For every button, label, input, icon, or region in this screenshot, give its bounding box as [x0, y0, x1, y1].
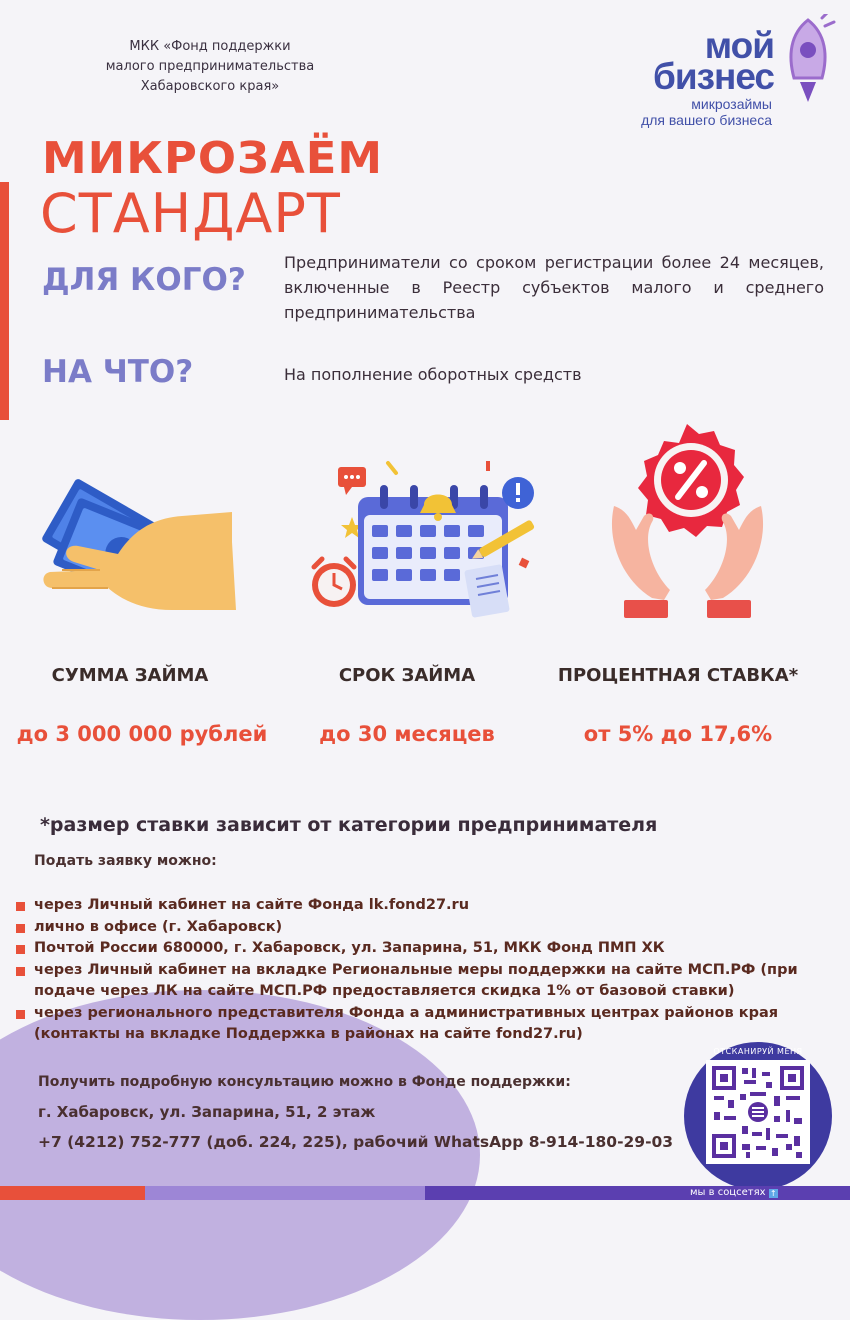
logo-word-1: мой	[704, 25, 774, 66]
apply-method-text: через Личный кабинет на сайте Фонда lk.fond27.ru	[34, 897, 470, 913]
apply-methods-list	[16, 895, 816, 1046]
rate-footnote: *размер ставки зависит от категории предпринимателя	[40, 814, 658, 836]
title-line-2: СТАНДАРТ	[40, 182, 341, 245]
bullet-icon	[16, 924, 25, 933]
social-caption	[690, 1187, 778, 1199]
logo-word-2: бизнес	[652, 56, 774, 97]
interest-rate-value: от 5% до 17,6%	[583, 722, 773, 746]
apply-method-item	[16, 917, 816, 939]
percent-icon	[600, 420, 775, 625]
loan-amount-label: СУММА ЗАЙМА	[51, 665, 209, 686]
logo-subtitle	[641, 96, 772, 128]
consultation-heading: Получить подробную консультацию можно в Фонде поддержки:	[38, 1074, 571, 1090]
qr-caption: ОТСКАНИРУЙ МЕНЯ	[713, 1047, 803, 1056]
rocket-icon	[778, 14, 838, 106]
logo-subtitle-line-1: микрозаймы	[691, 96, 772, 112]
apply-method-text: Почтой России 680000, г. Хабаровск, ул. Запарина, 51, МКК Фонд ПМП ХК	[34, 940, 665, 956]
what-question: НА ЧТО?	[42, 354, 194, 390]
apply-method-item	[16, 938, 816, 960]
arrow-up-icon: ↑	[769, 1189, 777, 1198]
interest-rate-label: ПРОЦЕНТНАЯ СТАВКА*	[557, 665, 799, 686]
apply-method-item	[16, 895, 816, 917]
bullet-icon	[16, 967, 25, 976]
loan-term-label: СРОК ЗАЙМА	[338, 665, 476, 686]
who-answer: Предприниматели со сроком регистрации более 24 месяцев, включенные в Реестр субъектов малого и среднего предпринимательства	[284, 253, 824, 322]
apply-method-text: через регионального представителя Фонда а административных центрах районов края (контакты на вкладке Поддержка в районах на сайте fond27.ru)	[34, 1004, 779, 1042]
apply-method-item	[16, 1003, 816, 1046]
apply-heading: Подать заявку можно:	[34, 853, 217, 869]
title-line-1: МИКРОЗАЁМ	[42, 133, 384, 184]
calendar-icon	[300, 455, 545, 625]
social-label: мы в соцсетях	[690, 1187, 766, 1198]
logo-subtitle-line-2: для вашего бизнеса	[641, 112, 772, 128]
bullet-icon	[16, 902, 25, 911]
loan-term-value: до 30 месяцев	[319, 722, 495, 746]
org-line-1: МКК «Фонд поддержки	[129, 39, 291, 54]
consultation-phone: +7 (4212) 752-777 (доб. 224, 225), рабочий WhatsApp 8-914-180-29-03	[38, 1133, 674, 1151]
who-question: ДЛЯ КОГО?	[42, 262, 246, 298]
what-answer: На пополнение оборотных средств	[284, 365, 582, 384]
bullet-icon	[16, 1010, 25, 1019]
accent-bar	[0, 182, 9, 420]
apply-method-text: лично в офисе (г. Хабаровск)	[34, 918, 283, 935]
qr-code[interactable]	[706, 1060, 810, 1164]
bullet-icon	[16, 945, 25, 954]
org-line-3: Хабаровского края»	[140, 79, 280, 94]
consultation-address: г. Хабаровск, ул. Запарина, 51, 2 этаж	[38, 1103, 376, 1121]
org-line-2: малого предпринимательства	[105, 59, 315, 74]
apply-method-text: через Личный кабинет на вкладке Региональные меры поддержки на сайте МСП.РФ (при подаче через ЛК на сайте МСП.РФ предоставляется скидка 1% от базовой ставки)	[34, 961, 798, 999]
apply-method-item	[16, 960, 816, 1003]
loan-amount-value: до 3 000 000 рублей	[16, 722, 268, 746]
moy-biznes-logo	[620, 14, 846, 128]
money-icon	[22, 470, 240, 625]
organization-name	[60, 37, 360, 97]
